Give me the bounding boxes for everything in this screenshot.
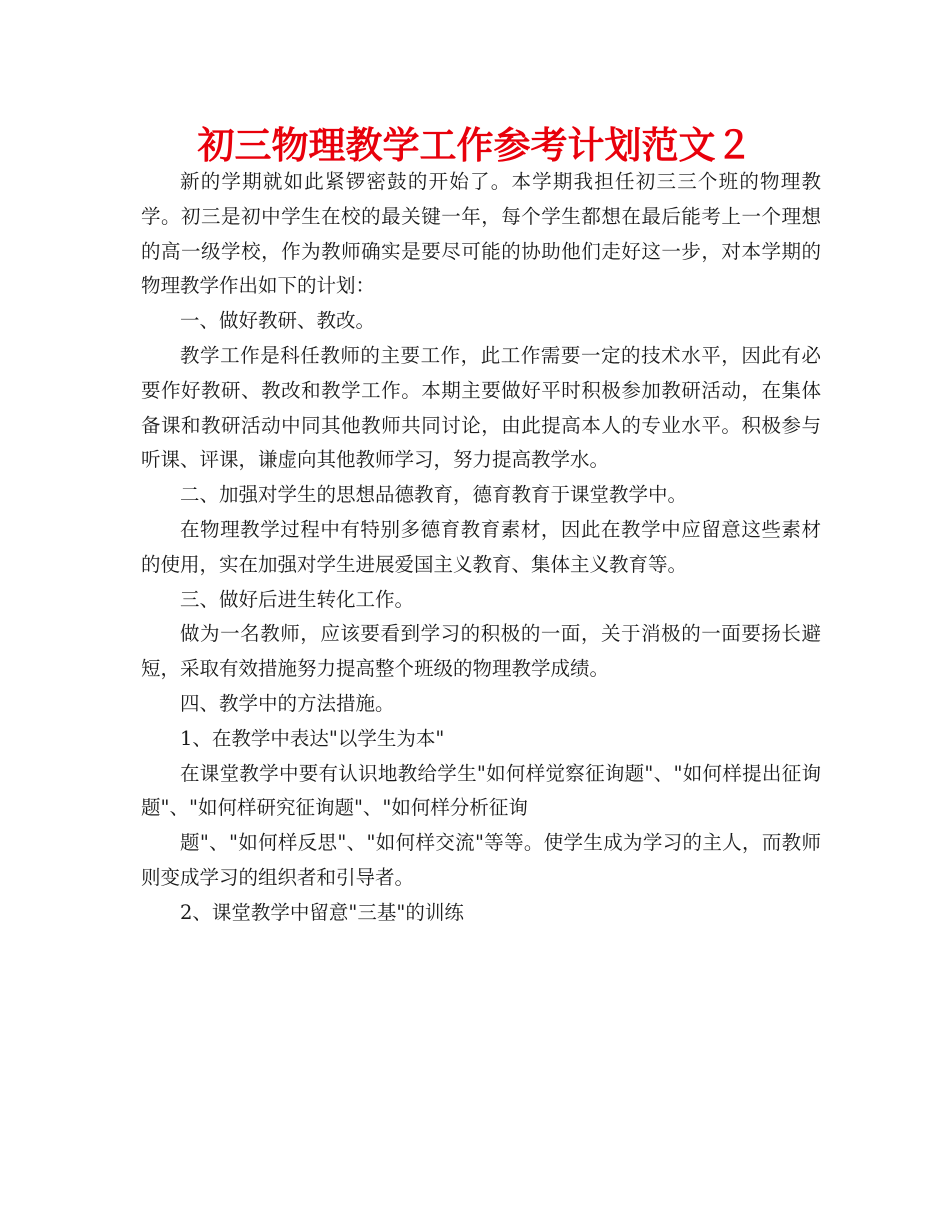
section-heading-1: 一、做好教研、教改。 [180,309,376,333]
paragraph-4-1-part-b: 题"、"如何样反思"、"如何样交流"等等。使学生成为学习的主人，而教师则变成学习的组织者和引导者。 [141,831,821,889]
paragraph-section-2: 在物理教学过程中有特别多德育教育素材，因此在教学中应留意这些素材的使用，实在加强对学生进展爱国主义教育、集体主义教育等。 [141,517,821,576]
document-title: 初三物理教学工作参考计划范文２ [197,124,753,167]
section-heading-2: 二、加强对学生的思想品德教育，德育教育于课堂教学中。 [180,483,688,507]
paragraph-intro: 新的学期就如此紧锣密鼓的开始了。本学期我担任初三三个班的物理教学。初三是初中学生在校的最关键一年，每个学生都想在最后能考上一个理想的高一级学校，作为教师确实是要尽可能的协助他们走好这一步，对本学期的物理教学作出如下的计划： [141,170,821,298]
paragraph-4-1-part-a: 在课堂教学中要有认识地教给学生"如何样觉察征询题"、"如何样提出征询题"、"如何样研究征询题"、"如何样分析征询 [141,761,821,820]
section-heading-4: 四、教学中的方法措施。 [180,691,395,715]
subheading-4-1: 1、在教学中表达"以学生为本" [180,726,445,750]
subheading-4-2: 2、课堂教学中留意"三基"的训练 [180,900,464,924]
paragraph-section-3: 做为一名教师，应该要看到学习的积极的一面，关于消极的一面要扬长避短，采取有效措施努力提高整个班级的物理教学成绩。 [141,622,821,681]
document-body [141,165,821,931]
paragraph-section-1: 教学工作是科任教师的主要工作，此工作需要一定的技术水平，因此有必要作好教研、教改和教学工作。本期主要做好平时积极参加教研活动，在集体备课和教研活动中同其他教师共同讨论，由此提高本人的专业水平。积极参与听课、评课，谦虚向其他教师学习，努力提高教学水。 [141,343,821,472]
section-heading-3: 三、做好后进生转化工作。 [180,587,415,611]
